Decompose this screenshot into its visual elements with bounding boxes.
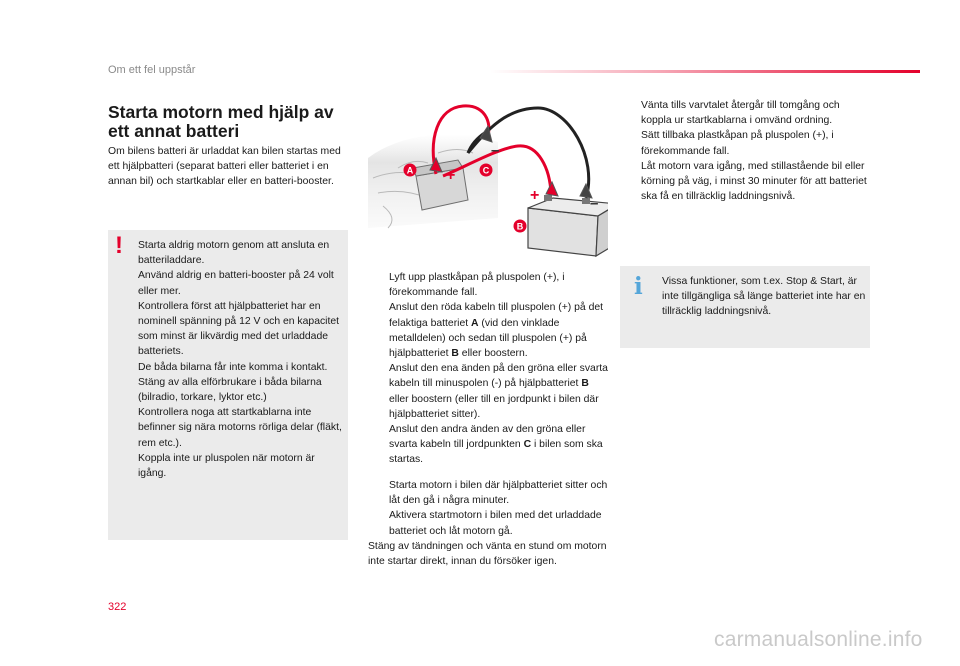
step-item: Vänta tills varvtalet återgår till tomgång och koppla ur startkablarna i omvänd ordning.	[641, 100, 840, 127]
warning-line: Använd aldrig en batteri-booster på 24 volt eller mer.	[138, 270, 334, 297]
intro-paragraph: Om bilens batteri är urladdat kan bilen startas med ett hjälpbatteri (separat batteri eller batteriet i en annan bil) och startkablar eller en batteri-booster.	[108, 146, 341, 188]
step-item: Aktivera startmotorn i bilen med det urladdade batteriet och låt motorn gå.	[389, 510, 602, 537]
step-item: Lyft upp plastkåpan på pluspolen (+), i förekommande fall.	[389, 272, 565, 299]
marker-c-label: C	[482, 165, 490, 176]
minus-symbol: –	[590, 195, 599, 212]
plus-symbol: +	[530, 187, 540, 204]
warning-line: Stäng av alla elförbrukare i båda bilarna (bilradio, torkare, lyktor etc.)	[138, 376, 322, 404]
step-item: Starta motorn i bilen där hjälpbatteriet sitter och låt den gå i några minuter.	[389, 480, 608, 507]
marker-a-label: A	[406, 165, 414, 176]
warning-line: Kontrollera noga att startkablarna inte befinner sig nära motorns rörliga delar (fläkt, rem etc.).	[138, 407, 342, 449]
jump-start-illustration	[368, 98, 608, 268]
warning-line: De båda bilarna får inte komma i kontakt.	[138, 361, 328, 373]
info-icon: i	[634, 273, 643, 300]
info-text: Vissa funktioner, som t.ex. Stop & Start, är inte tillgängliga så länge batteriet inte har en tillräcklig laddningsnivå.	[662, 276, 866, 318]
retry-note: Stäng av tändningen och vänta en stund om motorn inte startar direkt, innan du försöker igen.	[368, 540, 607, 568]
page-number: 322	[108, 601, 127, 613]
section-title: Om ett fel uppstår	[108, 64, 196, 76]
step-item: Anslut den ena änden på den gröna eller svarta kabeln till minuspolen (-) på hjälpbatteriet B eller boostern (eller till en jordpunkt i bilen där hjälpbatteriet sitter).	[389, 363, 608, 420]
plus-symbol: +	[446, 167, 456, 184]
step-item: Sätt tillbaka plastkåpan på pluspolen (+), i förekommande fall.	[641, 130, 834, 157]
warning-line: Starta aldrig motorn genom att ansluta en batteriladdare.	[138, 240, 330, 267]
watermark: carmanualsonline.info	[714, 628, 923, 651]
marker-c	[480, 164, 493, 177]
step-item: Anslut den röda kabeln till pluspolen (+) på det felaktiga batteriet A (vid den vinklade metalldelen) och sedan till pluspolen (+) på hjälpbatteriet B eller boostern.	[389, 302, 604, 360]
step-item: Låt motorn vara igång, med stillastående bil eller körning på väg, i minst 30 minuter för att batteriet ska få en tillräcklig laddningsnivå.	[641, 160, 867, 203]
header-accent-bar	[490, 70, 920, 73]
steps-group-3	[620, 98, 870, 204]
step-item: Anslut den andra änden av den gröna eller svarta kabeln till jordpunkten C i bilen som ska startas.	[389, 424, 603, 466]
page-heading: Starta motorn med hjälp av ett annat batteri	[108, 102, 334, 141]
warning-line: Koppla inte ur pluspolen när motorn är igång.	[138, 452, 315, 480]
warning-line: Kontrollera först att hjälpbatteriet har en nominell spänning på 12 V och en kapacitet som minst är likvärdig med det urladdade batteriets.	[138, 300, 340, 358]
steps-group-2	[368, 478, 608, 569]
marker-b-label: B	[516, 221, 524, 232]
marker-b	[514, 220, 527, 233]
marker-a	[404, 164, 417, 177]
steps-group-1	[368, 270, 608, 468]
warning-icon: !	[115, 232, 123, 259]
warning-text	[138, 238, 343, 481]
minus-symbol: –	[491, 142, 500, 159]
